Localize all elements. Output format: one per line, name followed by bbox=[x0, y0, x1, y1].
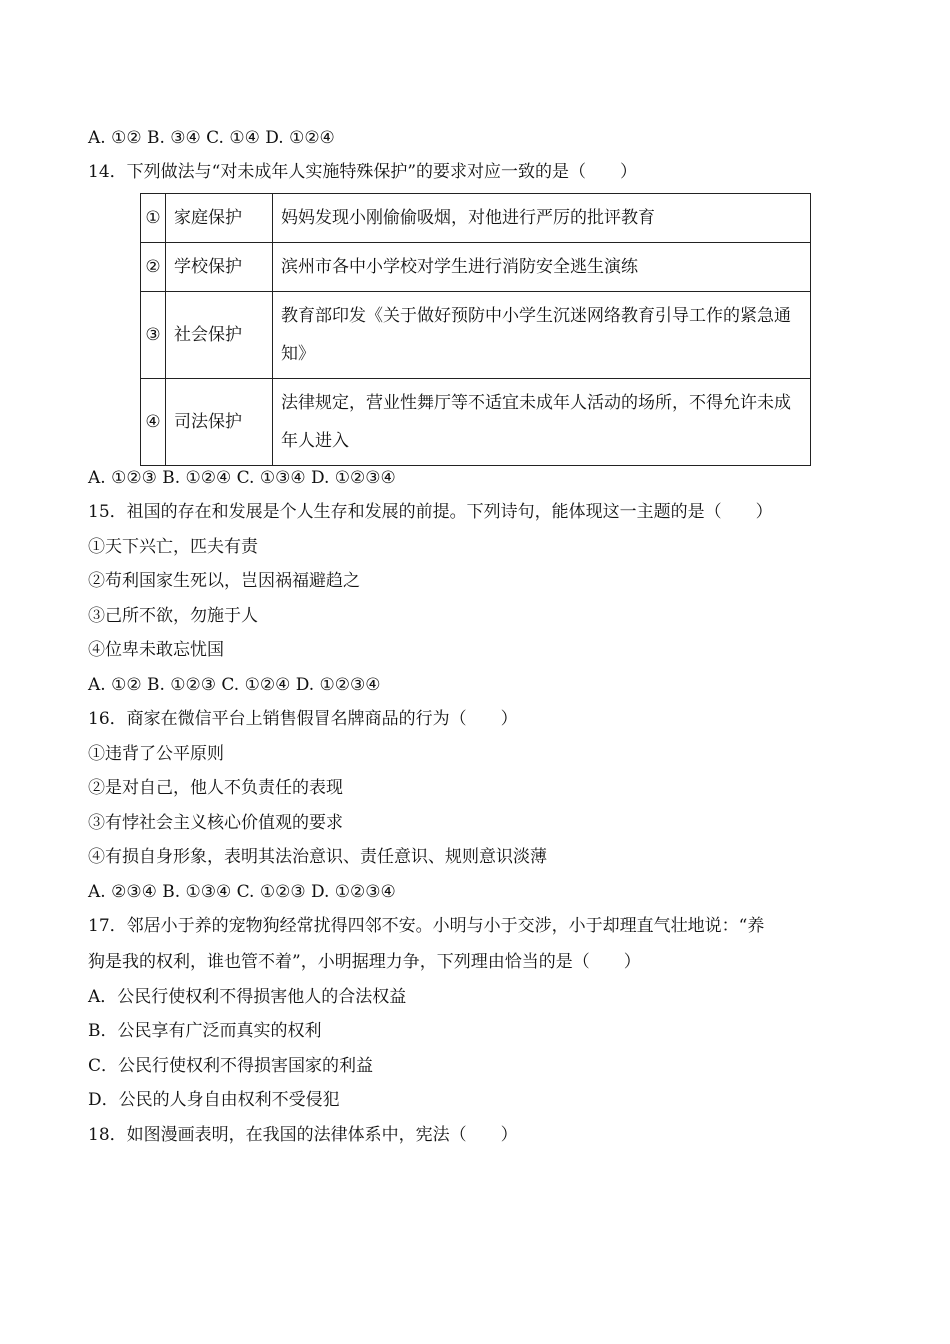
q17-option: A．公民行使权利不得损害他人的合法权益 bbox=[88, 987, 407, 1007]
q18-question: 18．如图漫画表明，在我国的法律体系中，宪法（ ） bbox=[88, 1125, 518, 1145]
table-cell-num: ④ bbox=[141, 379, 166, 466]
q17-option: C．公民行使权利不得损害国家的利益 bbox=[88, 1056, 374, 1076]
q16-item: ③有悖社会主义核心价值观的要求 bbox=[88, 813, 343, 833]
table-cell-num: ① bbox=[141, 194, 166, 243]
q16-item: ①违背了公平原则 bbox=[88, 744, 224, 764]
q14-question: 14．下列做法与“对未成年人实施特殊保护”的要求对应一致的是（ ） bbox=[88, 162, 638, 182]
q17-question-line1: 17．邻居小于养的宠物狗经常扰得四邻不安。小明与小于交涉，小于却理直气壮地说：“养 bbox=[88, 916, 765, 936]
q15-item: ②苟利国家生死以，岂因祸福避趋之 bbox=[88, 571, 360, 591]
q14-protection-table bbox=[140, 193, 811, 466]
q16-item: ④有损自身形象，表明其法治意识、责任意识、规则意识淡薄 bbox=[88, 847, 547, 867]
table-cell-desc: 滨州市各中小学校对学生进行消防安全逃生演练 bbox=[273, 243, 811, 292]
table-row bbox=[141, 194, 811, 243]
q15-answer-options: A. ①② B. ①②③ C. ①②④ D. ①②③④ bbox=[88, 675, 381, 695]
table-cell-num: ② bbox=[141, 243, 166, 292]
table-row bbox=[141, 379, 811, 466]
table-row bbox=[141, 292, 811, 379]
q15-item: ③己所不欲，勿施于人 bbox=[88, 606, 258, 626]
q13-answer-options: A. ①② B. ③④ C. ①④ D. ①②④ bbox=[88, 128, 335, 148]
table-cell-kind: 家庭保护 bbox=[166, 194, 273, 243]
q16-question: 16．商家在微信平台上销售假冒名牌商品的行为（ ） bbox=[88, 709, 518, 729]
table-cell-num: ③ bbox=[141, 292, 166, 379]
table-cell-kind: 学校保护 bbox=[166, 243, 273, 292]
q17-option: B．公民享有广泛而真实的权利 bbox=[88, 1021, 322, 1041]
q15-question: 15．祖国的存在和发展是个人生存和发展的前提。下列诗句，能体现这一主题的是（ ） bbox=[88, 502, 773, 522]
q17-question-line2: 狗是我的权利，谁也管不着”，小明据理力争，下列理由恰当的是（ ） bbox=[88, 952, 641, 972]
table-cell-desc: 教育部印发《关于做好预防中小学生沉迷网络教育引导工作的紧急通知》 bbox=[273, 292, 811, 379]
table-row bbox=[141, 243, 811, 292]
table-cell-desc: 法律规定，营业性舞厅等不适宜未成年人活动的场所，不得允许未成年人进入 bbox=[273, 379, 811, 466]
q16-item: ②是对自己，他人不负责任的表现 bbox=[88, 778, 343, 798]
q15-item: ④位卑未敢忘忧国 bbox=[88, 640, 224, 660]
q15-item: ①天下兴亡，匹夫有责 bbox=[88, 537, 258, 557]
table-cell-desc: 妈妈发现小刚偷偷吸烟，对他进行严厉的批评教育 bbox=[273, 194, 811, 243]
q16-answer-options: A. ②③④ B. ①③④ C. ①②③ D. ①②③④ bbox=[88, 882, 396, 902]
q14-answer-options: A. ①②③ B. ①②④ C. ①③④ D. ①②③④ bbox=[88, 468, 396, 488]
q17-option: D．公民的人身自由权利不受侵犯 bbox=[88, 1090, 340, 1110]
table-cell-kind: 司法保护 bbox=[166, 379, 273, 466]
table-cell-kind: 社会保护 bbox=[166, 292, 273, 379]
